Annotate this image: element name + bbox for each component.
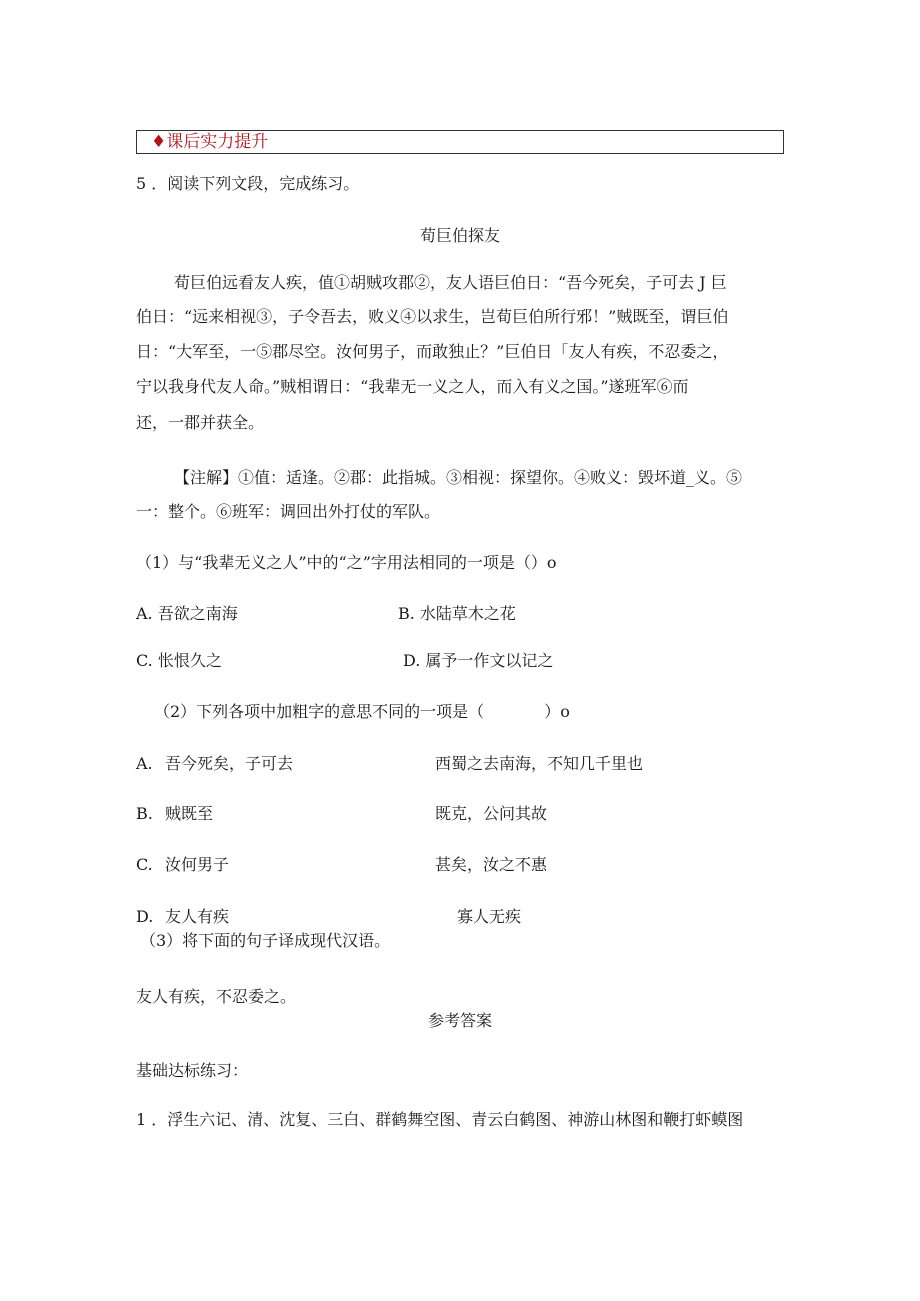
q2-stem-after: ）o	[544, 702, 570, 721]
question-2-stem	[154, 702, 570, 722]
q2-letter: D.	[136, 907, 154, 926]
q1-option-c: C. 怅恨久之	[136, 651, 222, 670]
passage-line: 宁以我身代友人命。”贼相谓日：“我辈无一义之人，而入有义之国。”遂班军⑥而	[136, 377, 689, 396]
q2-left-phrase: 汝何男子	[165, 855, 230, 874]
q2-right-phrase: 甚矣，汝之不惠	[435, 855, 548, 874]
notes-line: 【注解】①值：适逢。②郡：此指城。③相视：探望你。④败义：毁坏道_义。⑤	[174, 468, 743, 487]
q2-right-phrase: 西蜀之去南海，不知几千里也	[435, 754, 644, 773]
answers-title: 参考答案	[427, 1011, 492, 1030]
section-header-box	[136, 130, 784, 154]
q2-left-phrase: 贼既至	[165, 804, 214, 823]
q2-right-phrase: 寡人无疾	[457, 907, 522, 926]
passage-line: 日：“大军至，一⑤郡尽空。汝何男子，而敢独止？”巨伯日「友人有疾，不忍委之，	[136, 342, 729, 361]
q2-letter: C.	[136, 855, 153, 874]
answer-1: 1 ．浮生六记、清、沈复、三白、群鹤舞空图、青云白鹤图、神游山林图和鞭打虾蟆图	[136, 1110, 744, 1129]
q1-option-b: B. 水陆草木之花	[398, 604, 516, 623]
diamond-icon: ♦	[151, 132, 167, 152]
q2-letter: B.	[136, 804, 153, 823]
q2-letter: A.	[136, 754, 153, 773]
question-5-intro: 5 ．阅读下列文段，完成练习。	[136, 174, 360, 193]
section-header	[151, 132, 268, 152]
q1-option-d: D. 属予一作文以记之	[403, 651, 554, 670]
question-1-stem: （1）与“我辈无义之人”中的“之”字用法相同的一项是（）o	[136, 553, 557, 572]
question-3-stem: （3）将下面的句子译成现代汉语。	[140, 931, 391, 950]
passage-line: 伯日：“远来相视③，子令吾去，败义④以求生，岂荀巨伯所行邪！”贼既至，谓巨伯	[136, 307, 729, 326]
q2-stem-before: （2）下列各项中加粗字的意思不同的一项是（	[154, 702, 485, 721]
passage-line: 荀巨伯远看友人疾，值①胡贼攻郡②，友人语巨伯日：“吾今死矣，子可去 J 巨	[174, 273, 727, 292]
basic-practice-heading: 基础达标练习：	[136, 1061, 249, 1080]
q2-left-phrase: 吾今死矣，子可去	[165, 754, 294, 773]
passage-line: 还，一郡并获全。	[136, 413, 265, 432]
q2-right-phrase: 既克，公问其故	[435, 804, 548, 823]
notes-line: 一：整个。⑥班军：调回出外打仗的军队。	[136, 502, 441, 521]
section-title: 课后实力提升	[166, 132, 269, 152]
q1-option-a: A. 吾欲之南海	[136, 604, 238, 623]
q3-sentence: 友人有疾，不忍委之。	[136, 987, 297, 1006]
passage-title: 荀巨伯探友	[419, 226, 500, 245]
q2-left-phrase: 友人有疾	[165, 907, 230, 926]
